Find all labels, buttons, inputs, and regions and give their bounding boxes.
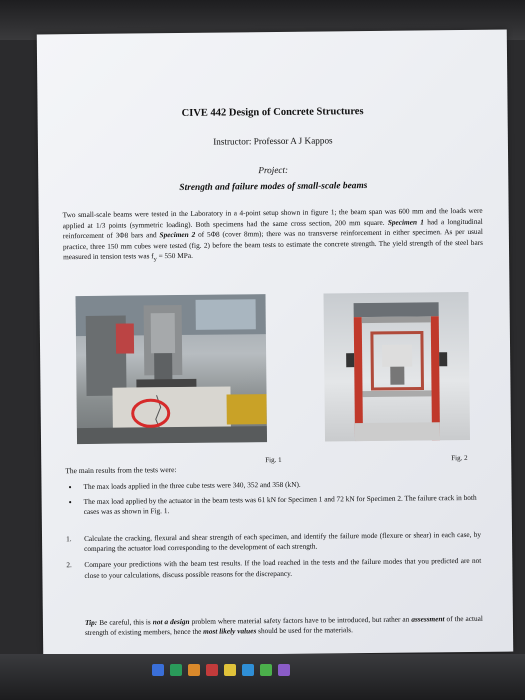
project-label: Project: xyxy=(258,164,289,176)
bullet-icon: • xyxy=(68,497,72,508)
app-icon[interactable] xyxy=(224,664,236,676)
list-item: 2. Compare your predictions with the beam test results. If the load reached in the tests and the failure modes that you predicted are not close to your calculations, discuss possible reasons for the discrepancy. xyxy=(66,556,482,580)
app-icon[interactable] xyxy=(278,664,290,676)
tasks-list xyxy=(66,530,482,587)
taskbar xyxy=(0,654,525,700)
bullet-icon: • xyxy=(68,482,72,493)
intro-paragraph: Two small-scale beams were tested in the Laboratory in a 4-point setup shown in figure 1; the beam span was 600 mm and the loads were applied at 1/3 points (symmetric loading). Both specimens had the same cross section, 200 mm square. Specimen 1 had a longitudinal reinforcement of 3Φ8 bars and Specimen 2 of 5Φ8 (cover 8mm); there was no transverse reinforcement in either specimen. As per usual practice, three 150 mm cubes were tested (fig. 2) before the beam tests to estimate the concrete strength. The yield strength of the steel bars measured in tension tests was $f_y = 550$ MPa. xyxy=(62,205,484,264)
list-item: • The max load applied by the actuator in the beam tests was 61 kN for Specimen 1 and 72 kN for Specimen 2. The failure crack in both cases was as shown in Fig. 1. xyxy=(68,493,477,517)
results-intro: The main results from the tests were: xyxy=(65,465,177,476)
tip-paragraph: Tip: Be careful, this is not a design problem where material safety factors have to be introduced, but rather an assessment of the actual strength of existing members, hence the most likely values should be used for the materials. xyxy=(84,613,483,638)
figure-2-photo xyxy=(323,292,470,442)
document-page xyxy=(37,30,513,657)
results-list xyxy=(65,478,480,523)
app-icon[interactable] xyxy=(188,664,200,676)
beam-test-illustration xyxy=(75,294,267,444)
figure-1-photo xyxy=(75,294,267,444)
project-subtitle: Strength and failure modes of small-scale beams xyxy=(179,181,368,193)
list-item: • The max loads applied in the three cube tests were 340, 352 and 358 (kN). xyxy=(68,479,301,493)
figure-1-caption: Fig. 1 xyxy=(265,455,282,465)
instructor-line: Instructor: Professor A J Kappos xyxy=(213,135,333,147)
app-icon[interactable] xyxy=(170,664,182,676)
app-icon[interactable] xyxy=(242,664,254,676)
course-title: CIVE 442 Design of Concrete Structures xyxy=(181,106,364,119)
app-icon[interactable] xyxy=(152,664,164,676)
app-icon[interactable] xyxy=(260,664,272,676)
app-icon[interactable] xyxy=(206,664,218,676)
cube-test-machine-illustration xyxy=(323,292,470,442)
list-item: 1. Calculate the cracking, flexural and shear strength of each specimen, and identify the failure mode (flexure or shear) in each case, by comparing the actuator load corresponding to the development of each strength. xyxy=(65,529,482,554)
figure-2-caption: Fig. 2 xyxy=(451,453,468,463)
